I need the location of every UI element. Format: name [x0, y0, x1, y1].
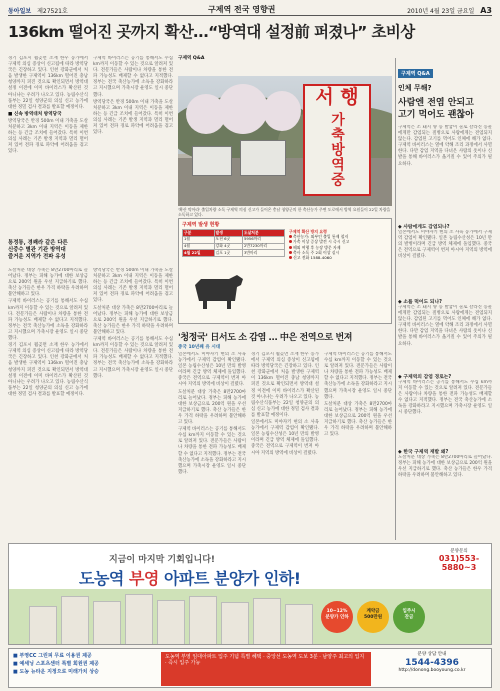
- world-headline: '청정국' 日서도 소 감염 … 中은 전역으로 번져: [178, 333, 353, 343]
- article-world-col1: [178, 352, 246, 538]
- photo-vehicle: [192, 146, 232, 176]
- ad-phone: 분양문의 031)553-5880~3: [429, 548, 489, 584]
- article-world-text3: 구제역 바이러스는 공기를 통해서도 수십 km까지 이동할 수 있는 것으로 알려져 있다. 전문가들은 사람이나 차량을 통한 전파 가능성도 배제할 수 없다고 지적했다. 정부는 전국 축산농가에 소독을 강화하라고 지시했으며 가축시장 운영도 일시 중단했다.: [178, 427, 246, 475]
- list-item: 해외 여행 후 농장 방문 자제: [289, 245, 389, 250]
- article-world-text6: 구제역 바이러스는 공기를 통해서도 수십 km까지 이동할 수 있는 것으로 알려져 있다. 전문가들은 사람이나 차량을 통한 전파 가능성도 배제할 수 없다고 지적했다. 정부는 전국 축산농가에 소독을 강화하라고 지시했으며 가축시장 운영도 일시 중단했다.: [324, 352, 392, 400]
- sidebar-q3: ◆ 소를 먹어도 되나?: [398, 300, 442, 305]
- article-col4-text: 방역당국은 반경 500m 이내 가축을 도살처분하고 3km 이내 지역은 이동을 제한하는 등 긴급 조치에 들어갔다. 특히 이번 의심 사례는 기존 발생 지역과 멀리 떨어져 있어 전파 경로 파악에 어려움을 겪고 있다.: [93, 268, 173, 304]
- footer-url-link[interactable]: http://donong.booyoung.co.kr: [398, 668, 466, 673]
- article-col1: [8, 56, 88, 234]
- issue-number: 제27521호: [37, 8, 68, 15]
- outbreak-table: [182, 229, 285, 257]
- masthead: [8, 4, 492, 16]
- sidebar-text5: 도살처분 대상 가축은 8만2700마리로 늘어났다. 정부는 피해 농가에 대한 보상금으로 200억 원을 우선 지급하기로 했다. 축산 농가들은 한우 가격 하락을 우려하며 불안해하고 있다.: [398, 455, 492, 479]
- article-world-col2: [251, 352, 319, 538]
- table-row: [183, 250, 285, 257]
- quarantine-sign: [303, 84, 371, 196]
- ad-badge-discount: 10~12% 분양가 인하: [321, 601, 353, 633]
- article-col3b-text: 구제역 바이러스는 공기를 통해서도 수십 km까지 이동할 수 있는 것으로 알려져 있다. 전문가들은 사람이나 차량을 통한 전파 가능성도 배제할 수 없다고 지적했다. 정부는 전국 축산농가에 소독을 강화하라고 지시했으며 가축시장 운영도 일시 중단했다.: [8, 299, 88, 342]
- news-photo: [178, 76, 392, 206]
- article-col2b-text: 방역당국은 반경 500m 이내 가축을 도살처분하고 3km 이내 지역은 이동을 제한하는 등 긴급 조치에 들어갔다. 특히 이번 의심 사례는 기존 발생 지역과 멀리 떨어져 있어 전파 경로 파악에 어려움을 겪고 있다.: [93, 99, 173, 136]
- bullet-icon: [289, 256, 292, 259]
- sidebar-q5: ◆ 한국 구제역 재발 왜?: [398, 450, 449, 455]
- sidebar-text4: 구제역 바이러스는 공기를 통해서도 수십 km까지 이동할 수 있는 것으로 알려져 있다. 전문가들은 사람이나 차량을 통한 전파 가능성도 배제할 수 없다고 지적했다. 정부는 전국 축산농가에 소독을 강화하라고 지시했으며 가축시장 운영도 일시 중단했다.: [398, 380, 492, 416]
- qa-sidebar: [398, 60, 492, 540]
- table-cell: 3만마리: [242, 250, 284, 257]
- article-world-text7: 도살처분 대상 가축은 8만2700마리로 늘어났다. 정부는 피해 농가에 대한 보상금으로 200억 원을 우선 지급하기로 했다. 축산 농가들은 한우 가격 하락을 우려하며 불안해하고 있다.: [324, 401, 392, 438]
- sidebar-text3: 구제역은 소 돼지 양 등 발굽이 둘로 갈라진 동물에게만 감염되는 질병으로 사람에게는 전염되지 않는다. 감염된 고기를 먹어도 인체에 해가 없다. 구제역 바이러스는 열에 약해 조리 과정에서 사멸한다. 다만 감염 지역을 다녀온 사람의 옷이나 신발을 통해 바이러스가 옮겨질 수 있어 주의가 필요하다.: [398, 305, 492, 347]
- table-cell: 1월: [183, 236, 215, 243]
- sidebar-tag: 구제역 Q&A: [398, 69, 433, 78]
- masthead-right: [407, 6, 492, 15]
- building: [253, 598, 281, 645]
- footer-promo: 도농역 부영 임대아파트 입주 기념 특별 혜택 · 중앙선 도농역 도보 3분 · 남양주 최고의 입지 · 즉시 입주 가능: [161, 652, 371, 686]
- masthead-left: [8, 6, 68, 15]
- table-row: [183, 230, 285, 237]
- table-cell: 5956마리: [242, 236, 284, 243]
- article-col2: [93, 56, 173, 234]
- table-cell: 구분: [183, 230, 215, 237]
- bullet-icon: [289, 251, 292, 254]
- building: [61, 596, 89, 645]
- sidebar-text: 구제역은 소 돼지 양 등 발굽이 둘로 갈라진 동물에게만 감염되는 질병으로 사람에게는 전염되지 않는다. 감염된 고기를 먹어도 인체에 해가 없다. 구제역 바이러스는 열에 약해 조리 과정에서 사멸한다. 다만 감염 지역을 다녀온 사람의 옷이나 신발을 통해 바이러스가 옮겨질 수 있어 주의가 필요하다.: [398, 125, 492, 167]
- main-headline: 136km 떨어진 곳까지 확산…“방역대 설정前 퍼졌나” 초비상: [8, 23, 415, 41]
- issue-date: 2010년 4월 23일 금요일: [407, 8, 475, 15]
- sidebar-q4: ◆ 구제역의 감염 경로는?: [398, 375, 452, 380]
- sign-line2: 가축방역중: [329, 111, 345, 187]
- article-col4: [93, 268, 173, 538]
- footer-advertisement[interactable]: [8, 648, 492, 688]
- subhead-world: 중국 10년째 유 시대: [178, 345, 221, 350]
- article-col4c-text: 구제역 바이러스는 공기를 통해서도 수십 km까지 이동할 수 있는 것으로 알려져 있다. 전문가들은 사람이나 차량을 통한 전파 가능성도 배제할 수 없다고 지적했다. 정부는 전국 축산농가에 소독을 강화하라고 지시했으며 가축시장 운영도 일시 중단했다.: [93, 337, 173, 379]
- building: [285, 604, 313, 645]
- photo-blossom-tree: [218, 84, 268, 134]
- page-number: A3: [480, 6, 492, 15]
- bullet-icon: [289, 240, 292, 243]
- article-col1-text: 경기 김포시 월곶면 소재 한우 농가에서 구제역 의심 증상이 신고됨에 따라 방역당국은 긴장하고 있다. 인천 강화군에서 처음 발생한 구제역이 136km 떨어진 충남 청양까지 퍼진 것으로 확인되면서 방역대 설정 이전에 이미 바이러스가 확산된 것 아니냐는 우려가 나오고 있다. 농림수산식품부는 22일 청양군의 의심 신고 농가에 대한 정밀 검사 결과를 발표할 예정이다.: [8, 56, 88, 110]
- ad-headline: 도농역 부영 아파트 분양가 인하!: [79, 569, 301, 588]
- ad-badge-balance: 입주시 잔금: [393, 601, 425, 633]
- prevention-list-header: 구제역 확산 방지 요령: [289, 229, 327, 234]
- table-cell: 김포 1곳: [214, 250, 242, 257]
- ad-badge-deposit: 계약금 500만원: [357, 601, 389, 633]
- photo-vehicle: [240, 140, 286, 176]
- info-box-title: 구제역 발생 현황: [182, 222, 220, 228]
- footer-phone: 1544-4396: [405, 658, 459, 668]
- sidebar-q2: ◆ 사람에게도 감염되나?: [398, 225, 450, 230]
- article-col3c-text: 경기 김포시 월곶면 소재 한우 농가에서 구제역 의심 증상이 신고됨에 따라 방역당국은 긴장하고 있다. 인천 강화군에서 처음 발생한 구제역이 136km 떨어진 충남 청양까지 퍼진 것으로 확인되면서 방역대 설정 이전에 이미 바이러스가 확산된 것 아니냐는 우려가 나오고 있다. 농림수산식품부는 22일 청양군의 의심 신고 농가에 대한 정밀 검사 결과를 발표할 예정이다.: [8, 343, 88, 397]
- table-cell: 4월: [183, 243, 215, 250]
- article-world-col3: [324, 352, 392, 538]
- subhead-left1: ■ 신속 방역대처 방역당국: [8, 111, 62, 117]
- prevention-list: [289, 229, 389, 260]
- building: [157, 600, 185, 645]
- subhead-qa: 구제역 Q&A: [178, 56, 205, 61]
- photo-blossom-tree: [263, 91, 301, 131]
- bullet-icon: [289, 246, 292, 249]
- column-divider: [395, 58, 396, 540]
- list-item: 가축 이상 증상 발견 시 즉시 신고: [289, 239, 389, 244]
- info-box: [178, 218, 392, 324]
- table-cell: 2만7230마리: [242, 243, 284, 250]
- building: [93, 601, 121, 645]
- list-item: 신고 전화 1588-4060: [289, 255, 389, 260]
- table-row: [183, 236, 285, 243]
- table-cell: 강화 4곳: [214, 243, 242, 250]
- list-item: 축산농가: 외부인 출입 통제 철저: [289, 234, 389, 239]
- cow-silhouette-icon: [187, 271, 247, 315]
- article-col1b-text: 방역당국은 반경 500m 이내 가축을 도살처분하고 3km 이내 지역은 이동을 제한하는 등 긴급 조치에 들어갔다. 특히 이번 의심 사례는 기존 발생 지역과 멀리 떨어져 있어 전파 경로 파악에 어려움을 겪고 있다.: [8, 118, 88, 155]
- article-col3: [8, 268, 88, 538]
- building: [125, 594, 153, 645]
- table-cell: 포천 6곳: [214, 236, 242, 243]
- article-col2-text: 구제역 바이러스는 공기를 통해서도 수십 km까지 이동할 수 있는 것으로 알려져 있다. 전문가들은 사람이나 차량을 통한 전파 가능성도 배제할 수 없다고 지적했다. 정부는 전국 축산농가에 소독을 강화하라고 지시했으며 가축시장 운영도 일시 중단했다.: [93, 56, 173, 98]
- sidebar-text2: 일본에서도 미야자키 현의 소 사육 농가에서 구제역 감염이 확인됐다. 일본 농림수산성은 10년 만의 발병이라며 긴급 방역 체제에 돌입했다. 중국은 전역으로 구제역이 번져 아시아 지역의 방역에 비상이 걸렸다.: [398, 230, 492, 260]
- table-row: [183, 243, 285, 250]
- article-world-text5: 일본에서도 미야자키 현의 소 사육 농가에서 구제역 감염이 확인됐다. 일본 농림수산성은 10년 만의 발병이라며 긴급 방역 체제에 돌입했다. 중국은 전역으로 구제역이 번져 아시아 지역의 방역에 비상이 걸렸다.: [251, 420, 319, 456]
- phone-number: 031)553-5880~3: [438, 554, 480, 572]
- footer-benefits: ■ 부영CC 그린피 무료 이용권 제공 ■ 예세닝 스포츠센터 특별 회원권 제공 ■ 도농 뉴타운 지정으로 미래가치 상승: [13, 653, 99, 675]
- building: [29, 606, 57, 645]
- table-cell: 발생: [214, 230, 242, 237]
- paper-name: 동아일보: [8, 8, 32, 15]
- sidebar-question: 인체 무해?: [398, 84, 432, 92]
- article-world-text: 일본에서도 미야자키 현의 소 사육 농가에서 구제역 감염이 확인됐다. 일본 농림수산성은 10년 만의 발병이라며 긴급 방역 체제에 돌입했다. 중국은 전역으로 구제역이 번져 아시아 지역의 방역에 비상이 걸렸다.: [178, 352, 246, 388]
- table-cell: 4월 22일: [183, 250, 215, 257]
- section-title: 구제역 전국 영향권: [208, 5, 276, 14]
- sidebar-title: 사람엔 전염 안되고 고기 먹어도 괜찮아: [398, 98, 474, 120]
- ad-landscape: [9, 589, 492, 645]
- article-world-text4: 경기 김포시 월곶면 소재 한우 농가에서 구제역 의심 증상이 신고됨에 따라 방역당국은 긴장하고 있다. 인천 강화군에서 처음 발생한 구제역이 136km 떨어진 충남 청양까지 퍼진 것으로 확인되면서 방역대 설정 이전에 이미 바이러스가 확산된 것 아니냐는 우려가 나오고 있다. 농림수산식품부는 22일 청양군의 의심 신고 농가에 대한 정밀 검사 결과를 발표할 예정이다.: [251, 352, 319, 418]
- sign-line1: 서 행: [315, 86, 359, 108]
- photo-caption: '확산 막아라' 출입차량 소독 구제역 의심 신고가 들어온 충남 청양군의 한 축산농가 주변 도로에서 방역 요원들이 22일 차량을 소독하고 있다.: [178, 207, 391, 218]
- table-cell: 도살처분: [242, 230, 284, 237]
- list-item: 축사 소독 주 2회 이상 실시: [289, 250, 389, 255]
- subhead-left-mid: 통정통, 경쾌라 같은 다른 신중수 별관 기관 방역대 즐거운 지역가 전파 유성: [8, 240, 68, 260]
- article-col3-text: 도살처분 대상 가축은 8만2700마리로 늘어났다. 정부는 피해 농가에 대한 보상금으로 200억 원을 우선 지급하기로 했다. 축산 농가들은 한우 가격 하락을 우려하며 불안해하고 있다.: [8, 268, 88, 298]
- footer-contact: 분양 상담 안내 1544-4396 http://donong.booyoung.co.kr: [375, 652, 489, 674]
- article-col4b-text: 도살처분 대상 가축은 8만2700마리로 늘어났다. 정부는 피해 농가에 대한 보상금으로 200억 원을 우선 지급하기로 했다. 축산 농가들은 한우 가격 하락을 우려하며 불안해하고 있다.: [93, 305, 173, 335]
- apartment-advertisement[interactable]: [8, 543, 492, 645]
- ad-tagline: 지금이 마지막 기회입니다!: [109, 555, 216, 565]
- article-world-text2: 도살처분 대상 가축은 8만2700마리로 늘어났다. 정부는 피해 농가에 대한 보상금으로 200억 원을 우선 지급하기로 했다. 축산 농가들은 한우 가격 하락을 우려하며 불안해하고 있다.: [178, 389, 246, 426]
- bullet-icon: [289, 235, 292, 238]
- building: [221, 602, 249, 645]
- building: [189, 596, 217, 645]
